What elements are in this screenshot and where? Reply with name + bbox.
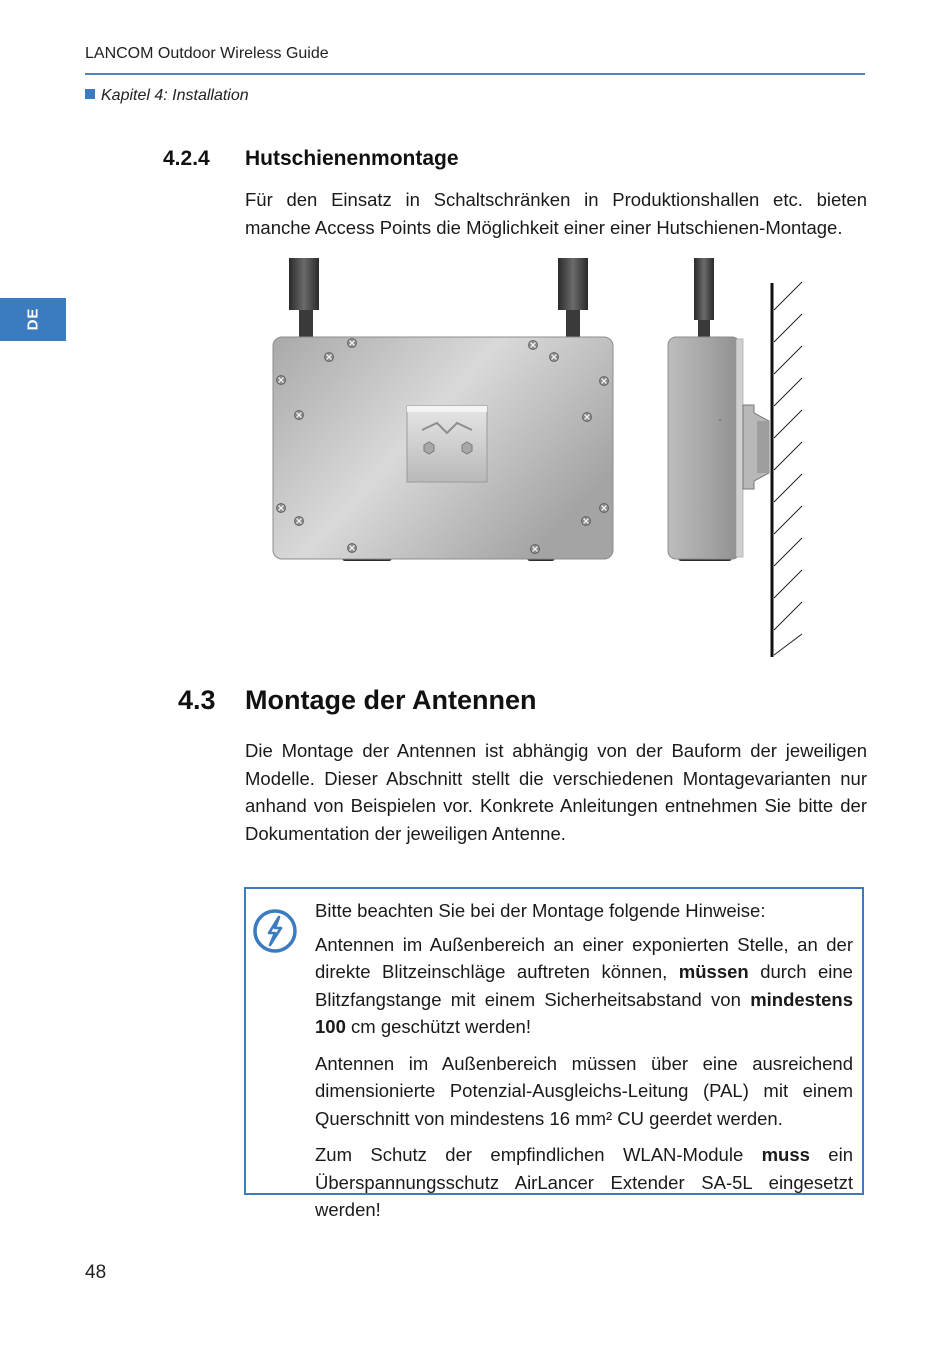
lightning-warning-icon <box>250 906 300 956</box>
section-number: 4.3 <box>178 685 216 715</box>
chapter-line <box>85 87 249 105</box>
section-number: 4.2.4 <box>163 147 210 170</box>
page-number: 48 <box>85 1262 107 1283</box>
note-text <box>315 897 853 1233</box>
section-paragraph: Die Montage der Antennen ist abhängig von der Bauform der jeweiligen Modelle. Dieser Abschnitt stellt die verschiedenen Montagevarianten nur anhand von Beispielen vor. Konkrete Anleitungen entnehmen Sie bitte der Dokumentation der jeweiligen Antenne. <box>245 740 867 844</box>
chapter-marker-icon <box>85 89 95 99</box>
note-intro: Bitte beachten Sie bei der Montage folgende Hinweise: <box>315 900 766 921</box>
section-title: Hutschienenmontage <box>245 147 459 170</box>
section-paragraph: Für den Einsatz in Schaltschränken in Produktionshallen etc. bieten manche Access Points die Möglichkeit einer einer Hutschienen-Montage. <box>245 189 867 238</box>
language-tab <box>0 298 66 341</box>
note-paragraph-surge: Zum Schutz der empfindlichen WLAN-Module muss ein Überspannungsschutz AirLancer Extender SA-5L eingesetzt werden! <box>315 1144 853 1220</box>
running-header: LANCOM Outdoor Wireless Guide <box>85 45 329 62</box>
note-paragraph-lightning: Antennen im Außenbereich an einer exponierten Stelle, an der direkte Blitzeinschläge auftreten können, müssen durch eine Blitzfangstange mit einem Sicherheitsabstand von mindestens 100 cm geschützt werden! <box>315 933 853 1037</box>
header-rule <box>85 73 865 75</box>
din-rail-mounting-illustration <box>262 255 822 660</box>
chapter-label: Kapitel 4: Installation <box>101 87 249 104</box>
section-title: Montage der Antennen <box>245 685 537 715</box>
note-paragraph-grounding: Antennen im Außenbereich müssen über eine ausreichend dimensionierte Potenzial-Ausgleichs-Leitung (PAL) mit einem Querschnitt von mindestens 16 mm² CU geerdet werden. <box>315 1052 853 1129</box>
language-tab-label: DE <box>24 307 42 331</box>
